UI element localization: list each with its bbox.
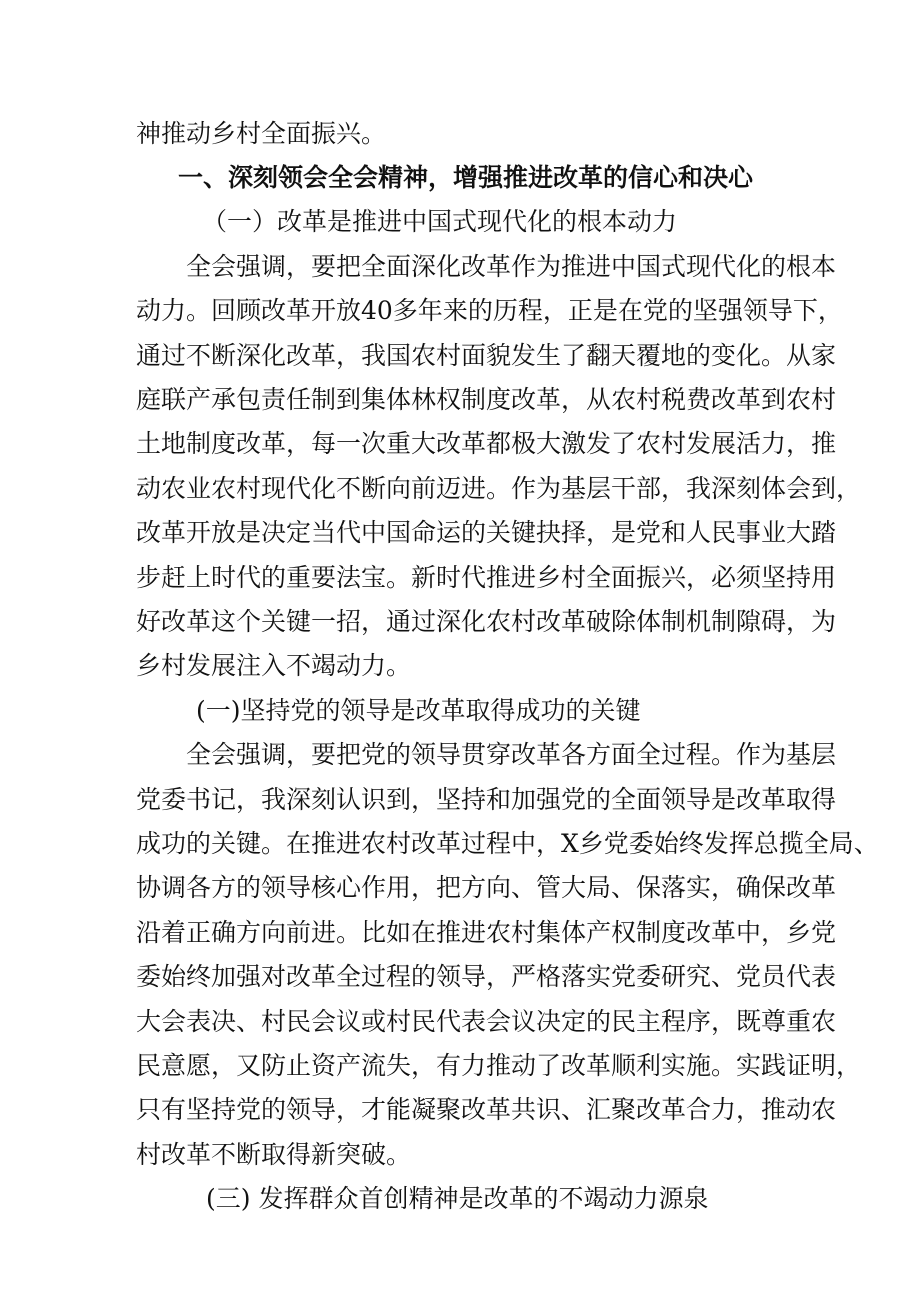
paragraph-line: 委始终加强对改革全过程的领导，严格落实党委研究、党员代表 (136, 962, 837, 991)
paragraph-line: 民意愿，又防止资产流失，有力推动了改革顺利实施。实践证明， (136, 1051, 862, 1080)
subsection-heading: （一）改革是推进中国式现代化的根本动力 (202, 207, 678, 236)
paragraph-line: 村改革不断取得新突破。 (136, 1140, 412, 1169)
paragraph-line: 乡村发展注入不竭动力。 (136, 651, 412, 680)
paragraph-line: 沿着正确方向前进。比如在推进农村集体产权制度改革中，乡党 (136, 918, 837, 947)
paragraph-line: 大会表决、村民会议或村民代表会议决定的民主程序，既尊重农 (136, 1007, 837, 1036)
paragraph-line: 土地制度改革，每一次重大改革都极大激发了农村发展活力，推 (136, 429, 837, 458)
paragraph-line: 党委书记，我深刻认识到，坚持和加强党的全面领导是改革取得 (136, 785, 837, 814)
paragraph-line: 庭联产承包责任制到集体林权制度改革，从农村税费改革到农村 (136, 385, 837, 414)
subsection-heading: (三) 发挥群众首创精神是改革的不竭动力源泉 (206, 1184, 709, 1213)
subsection-heading: (一)坚持党的领导是改革取得成功的关键 (196, 696, 641, 725)
paragraph-line: 动农业农村现代化不断向前迈进。作为基层干部，我深刻体会到， (136, 474, 862, 503)
paragraph-line: 成功的关键。在推进农村改革过程中，X乡党委始终发挥总揽全局、 (136, 829, 879, 858)
paragraph-line: 协调各方的领导核心作用，把方向、管大局、保落实，确保改革 (136, 873, 837, 902)
section-heading: 一、深刻领会全会精神，增强推进改革的信心和决心 (178, 163, 754, 192)
paragraph-line: 通过不断深化改革，我国农村面貌发生了翻天覆地的变化。从家 (136, 341, 837, 370)
paragraph-line: 步赶上时代的重要法宝。新时代推进乡村全面振兴，必须坚持用 (136, 563, 837, 592)
paragraph-line: 全会强调，要把党的领导贯穿改革各方面全过程。作为基层 (186, 740, 837, 769)
paragraph-line: 神推动乡村全面振兴。 (136, 119, 387, 148)
paragraph-line: 好改革这个关键一招，通过深化农村改革破除体制机制隙碍，为 (136, 607, 837, 636)
paragraph-line: 动力。回顾改革开放40多年来的历程，正是在党的坚强领导下， (136, 296, 843, 325)
paragraph-line: 改革开放是决定当代中国命运的关键抉择，是党和人民事业大踏 (136, 518, 837, 547)
paragraph-line: 全会强调，要把全面深化改革作为推进中国式现代化的根本 (186, 252, 837, 281)
paragraph-line: 只有坚持党的领导，才能凝聚改革共识、汇聚改革合力，推动农 (136, 1095, 837, 1124)
